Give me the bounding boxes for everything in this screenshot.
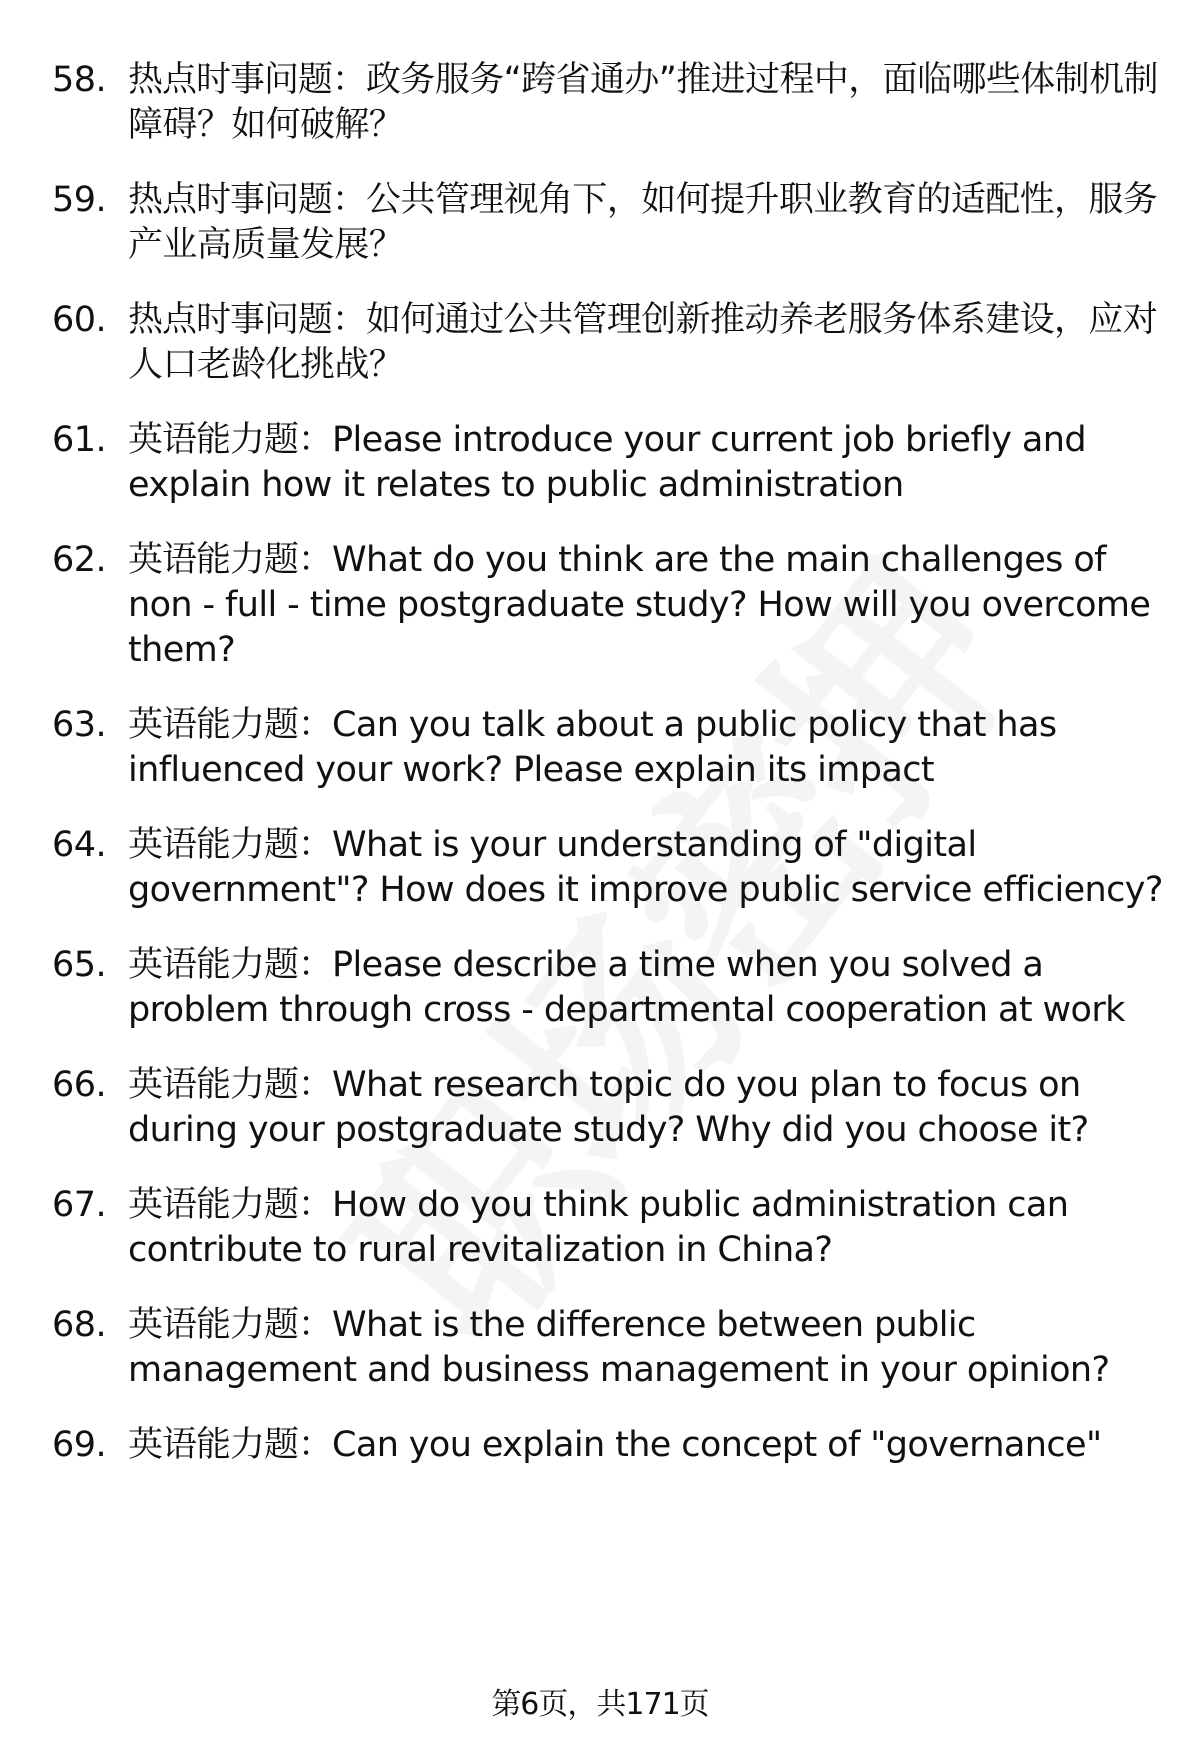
question-text: 公共管理视角下，如何提升职业教育的适配性，服务产业高质量发展？ [128,180,1158,265]
question-body [128,298,1180,388]
question-number: 67. [52,1185,107,1225]
question-item [52,1063,1180,1153]
question-item [52,418,1180,508]
question-text: How do you think public administration can contribute to rural revitalization in China? [128,1185,1069,1270]
question-text: What is the difference between public management and business management in your opinion? [128,1305,1110,1390]
question-item [52,298,1180,388]
question-text: 如何通过公共管理创新推动养老服务体系建设，应对人口老龄化挑战？ [128,300,1158,385]
question-number: 63. [52,705,107,745]
question-item [52,178,1180,268]
question-body [128,1423,1180,1468]
question-category: 英语能力题： [128,420,333,460]
question-category: 热点时事问题： [128,60,367,100]
page-footer: 第6页，共171页 [491,1687,709,1722]
question-body [128,538,1180,673]
question-item [52,1423,1180,1468]
question-category: 热点时事问题： [128,180,367,220]
question-number: 64. [52,825,107,865]
question-item [52,1303,1180,1393]
question-body [128,1183,1180,1273]
question-text: What is your understanding of "digital government"? How does it improve public service efficiency? [128,825,1163,910]
question-category: 英语能力题： [128,1065,333,1105]
question-item [52,703,1180,793]
question-number: 59. [52,180,107,220]
question-text: What research topic do you plan to focus on during your postgraduate study? Why did you choose it? [128,1065,1089,1150]
question-text: What do you think are the main challenges of non - full - time postgraduate study? How will you overcome them? [128,540,1151,670]
question-category: 英语能力题： [128,945,333,985]
question-number: 58. [52,60,107,100]
question-body [128,703,1180,793]
question-number: 62. [52,540,107,580]
question-body [128,418,1180,508]
question-item [52,1183,1180,1273]
question-text: Please describe a time when you solved a problem through cross - departmental cooperation at work [128,945,1125,1030]
question-body [128,1063,1180,1153]
question-category: 热点时事问题： [128,300,367,340]
question-item [52,943,1180,1033]
question-category: 英语能力题： [128,705,333,745]
question-number: 60. [52,300,107,340]
question-category: 英语能力题： [128,540,333,580]
question-number: 61. [52,420,107,460]
question-category: 英语能力题： [128,1425,333,1465]
question-body [128,943,1180,1033]
question-item [52,58,1180,148]
question-number: 69. [52,1425,107,1465]
question-number: 65. [52,945,107,985]
question-text: Please introduce your current job briefly and explain how it relates to public administration [128,420,1086,505]
question-body [128,823,1180,913]
question-body [128,178,1180,268]
question-body [128,1303,1180,1393]
question-item [52,823,1180,913]
question-item [52,538,1180,673]
question-number: 68. [52,1305,107,1345]
question-category: 英语能力题： [128,825,333,865]
question-text: Can you talk about a public policy that has influenced your work? Please explain its impact [128,705,1057,790]
question-category: 英语能力题： [128,1305,333,1345]
question-body [128,58,1180,148]
question-category: 英语能力题： [128,1185,333,1225]
question-text: Can you explain the concept of "governance" [332,1425,1102,1465]
question-text: 政务服务“跨省通办”推进过程中，面临哪些体制机制障碍？如何破解？ [128,60,1158,145]
question-number: 66. [52,1065,107,1105]
